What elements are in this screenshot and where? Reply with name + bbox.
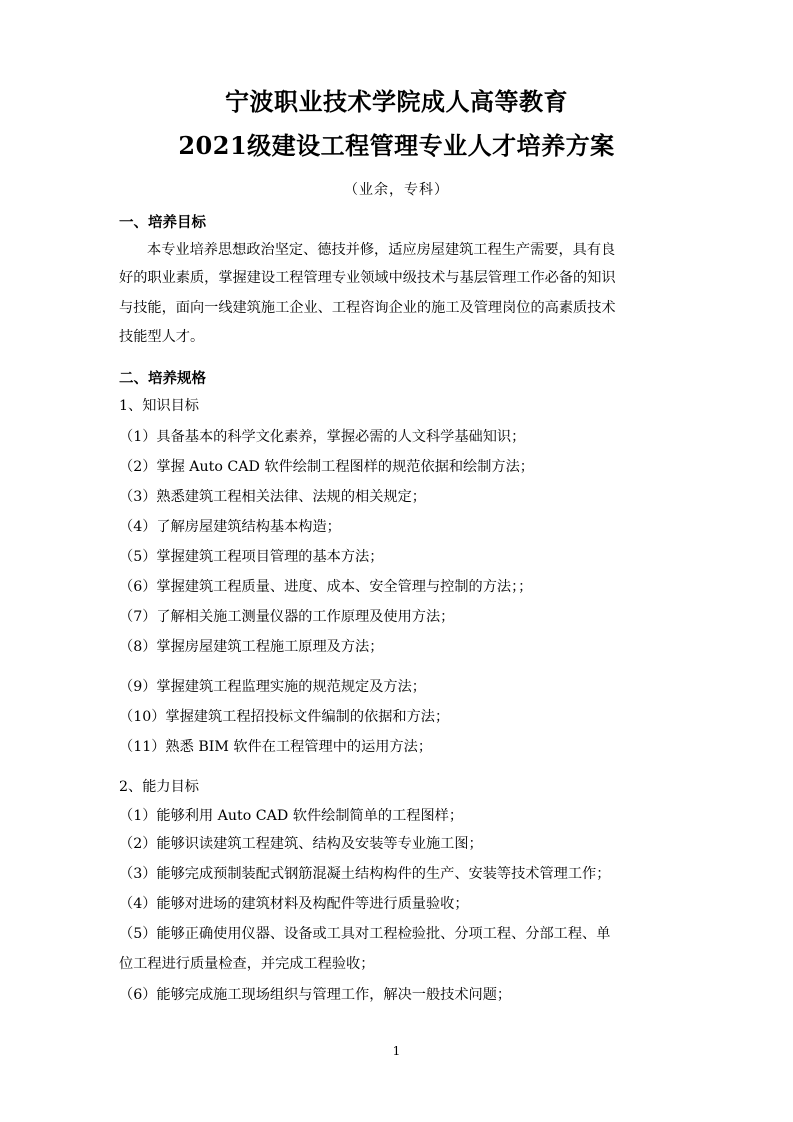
list-item: （6）掌握建筑工程质量、进度、成本、安全管理与控制的方法；； — [119, 579, 533, 595]
list-item: （7）了解相关施工测量仪器的工作原理及使用方法； — [119, 609, 455, 625]
list-item: （2）能够识读建筑工程建筑、结构及安装等专业施工图； — [119, 836, 483, 852]
subsection-heading-knowledge: 1、知识目标 — [119, 398, 199, 414]
paragraph-line: 与技能，面向一线建筑施工企业、工程咨询企业的施工及管理岗位的高素质技术 — [119, 300, 616, 316]
list-item: （6）能够完成施工现场组织与管理工作，解决一般技术问题； — [119, 987, 512, 1003]
paragraph-line: 技能型人才。 — [119, 329, 205, 345]
list-item: （1）具备基本的科学文化素养，掌握必需的人文科学基础知识； — [119, 429, 526, 445]
list-item: （4）了解房屋建筑结构基本构造； — [119, 519, 341, 535]
subsection-heading-ability: 2、能力目标 — [119, 779, 199, 795]
list-item: （8）掌握房屋建筑工程施工原理及方法； — [119, 639, 384, 655]
list-item: 位工程进行质量检查，并完成工程验收； — [119, 956, 375, 972]
document-subtitle: （业余，专科） — [344, 182, 449, 198]
list-item: （10）掌握建筑工程招投标文件编制的依据和方法； — [119, 709, 450, 725]
list-item: （11）熟悉 BIM 软件在工程管理中的运用方法； — [119, 739, 433, 755]
document-title-line2: 2021级建设工程管理专业人才培养方案 — [178, 131, 615, 160]
section-heading-training-goals: 一、培养目标 — [119, 215, 206, 231]
list-item: （2）掌握 Auto CAD 软件绘制工程图样的规范依据和绘制方法； — [119, 459, 534, 475]
list-item: （5）能够正确使用仪器、设备或工具对工程检验批、分项工程、分部工程、单 — [119, 926, 611, 942]
paragraph-line: 本专业培养思想政治坚定、德技并修，适应房屋建筑工程生产需要，具有良 — [147, 242, 616, 258]
paragraph-line: 好的职业素质，掌握建设工程管理专业领域中级技术与基层管理工作必备的知识 — [119, 270, 616, 286]
list-item: （9）掌握建筑工程监理实施的规范规定及方法； — [119, 679, 426, 695]
list-item: （3）熟悉建筑工程相关法律、法规的相关规定； — [119, 489, 426, 505]
document-title-line1: 宁波职业技术学院成人高等教育 — [225, 87, 568, 116]
page-number: 1 — [392, 1044, 401, 1058]
list-item: （1）能够利用 Auto CAD 软件绘制简单的工程图样； — [119, 808, 464, 824]
section-heading-training-specs: 二、培养规格 — [119, 371, 206, 387]
list-item: （4）能够对进场的建筑材料及构配件等进行质量验收； — [119, 896, 469, 912]
list-item: （5）掌握建筑工程项目管理的基本方法； — [119, 549, 384, 565]
list-item: （3）能够完成预制装配式钢筋混凝土结构构件的生产、安装等技术管理工作； — [119, 866, 611, 882]
